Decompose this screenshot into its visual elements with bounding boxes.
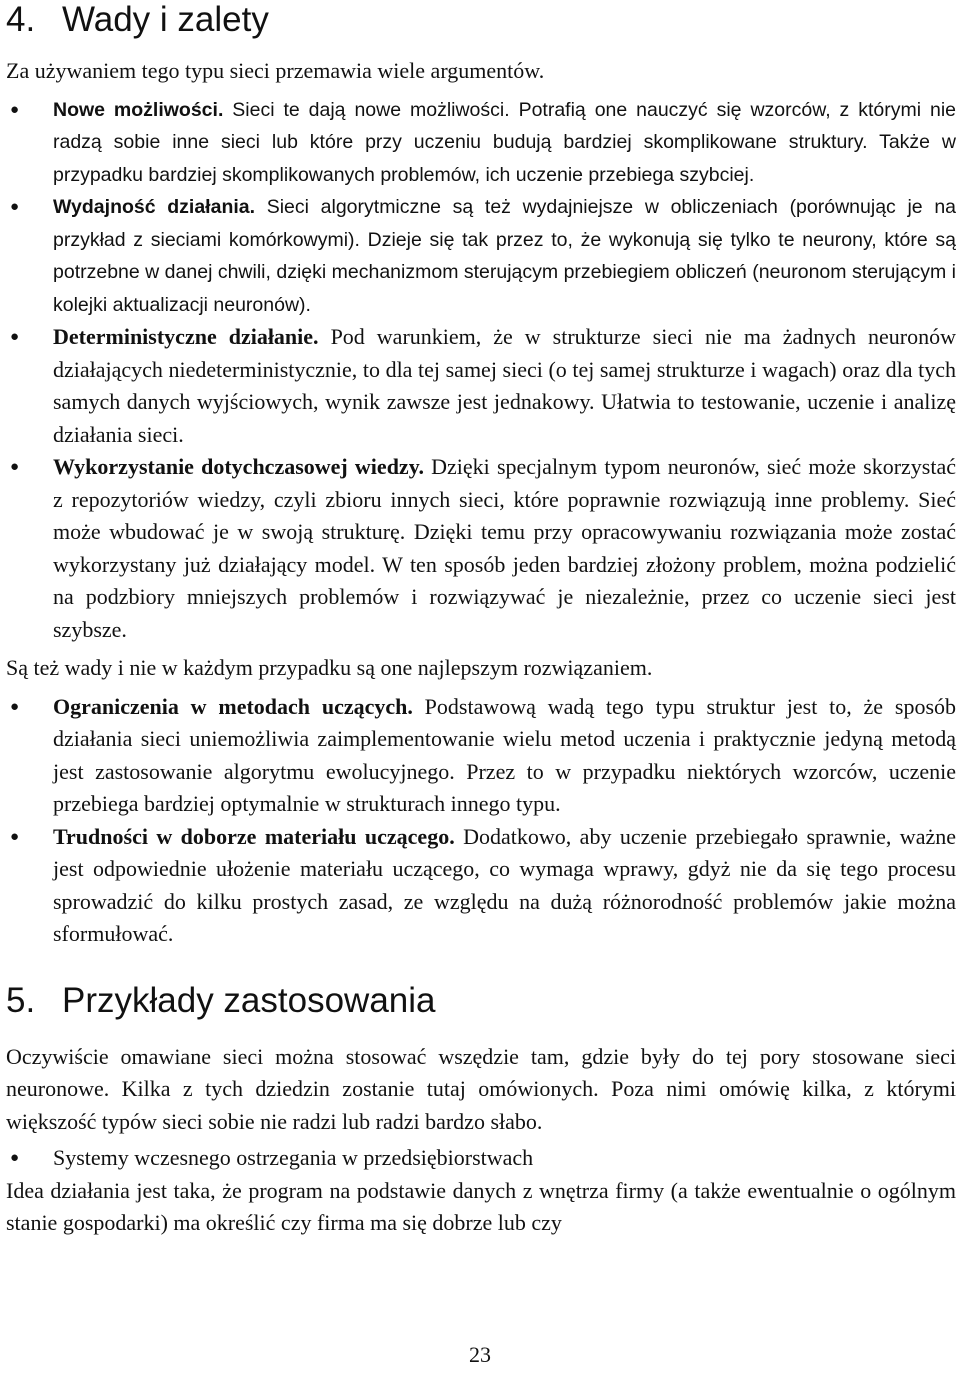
section-title: Przykłady zastosowania [62, 980, 436, 1020]
bullet-icon: ● [10, 1150, 20, 1166]
list-item [6, 691, 956, 821]
section-title: Wady i zalety [62, 0, 269, 39]
section-5-intro: Oczywiście omawiane sieci można stosować wszędzie tam, gdzie były do tej pory stosowane sieci neuronowe. Kilka z tych dziedzin zostanie tutaj omówionych. Poza nimi omówię kilka, z którymi większość typów sieci sobie nie radzi lub radzi bardzo słabo. [6, 1043, 956, 1134]
bullet-icon: ● [10, 198, 20, 215]
bullet-icon: ● [10, 698, 20, 715]
item-text: Systemy wczesnego ostrzegania w przedsiębiorstwach [53, 1145, 534, 1170]
list-item [6, 94, 956, 192]
item-label: Trudności w doborze materiału uczącego. [53, 823, 455, 849]
disadvantages-list [6, 691, 956, 951]
section-number: 4. [6, 0, 36, 39]
item-text: Dodatkowo, aby uczenie przebiegało sprawnie, ważne jest odpowiednie ułożenie materiału uczącego, co wymaga wprawy, gdyż nie da się tego procesu sprowadzić do kilku prostych zasad, ze względu na dużą różnorodność problemów jakie można sformułować. [53, 823, 956, 946]
advantages-list [6, 94, 956, 647]
section-4-intro: Za używaniem tego typu sieci przemawia wiele argumentów. [6, 58, 545, 83]
item-label: Wykorzystanie dotychczasowej wiedzy. [53, 454, 424, 479]
document-page [6, 0, 956, 1240]
list-item [6, 821, 956, 951]
bullet-icon: ● [10, 329, 20, 345]
bullet-icon: ● [10, 100, 20, 118]
item-text: Sieci te dają nowe możliwości. Potrafią one nauczyć się wzorców, z którymi nie radzą sobie inne sieci lub które przy uczeniu budują bardziej skomplikowane struktury. Także w przypadku bardziej skomplikowanych problemów, ich uczenie przebiega szybciej. [53, 98, 956, 186]
item-label: Wydajność działania. [53, 196, 256, 218]
applications-list [6, 1142, 956, 1175]
item-text: Pod warunkiem, że w strukturze sieci nie ma żadnych neuronów działających niedeterministycznie, to dla tej samej sieci (o tej samej strukturze i wagach) oraz dla tych samych danych wyjściowych, wynik zawsze jest jednakowy. Ułatwia to testowanie, uczenie i analizę działania sieci. [53, 324, 956, 447]
list-item [6, 321, 956, 451]
section-number: 5. [6, 980, 36, 1020]
page-number: 23 [469, 1342, 491, 1367]
list-item [6, 451, 956, 646]
bullet-icon: ● [10, 828, 20, 845]
list-item [6, 191, 956, 321]
section-5-heading [6, 981, 956, 1021]
item-label: Deterministyczne działanie. [53, 324, 319, 349]
item-text: Sieci algorytmiczne są też wydajniejsze w obliczeniach (porównując je na przykład z sieciami komórkowymi). Dzieje się tak przez to, że wykonują się tylko te neurony, które są potrzebne w danej chwili, dzięki mechanizmom sterującym przebiegiem obliczeń (neuronom sterującym i kolejki aktualizacji neuronów). [53, 196, 957, 316]
section-4-heading [6, 0, 956, 40]
item-label: Nowe możliwości. [53, 98, 224, 121]
list-item [6, 1142, 956, 1175]
disadvantages-intro: Są też wady i nie w każdym przypadku są one najlepszym rozwiązaniem. [6, 655, 653, 680]
section-5-paragraph: Idea działania jest taka, że program na podstawie danych z wnętrza firmy (a także ewentualnie o ogólnym stanie gospodarki) ma określić czy firma ma się dobrze lub czy [6, 1177, 956, 1235]
item-label: Ograniczenia w metodach uczących. [53, 693, 413, 719]
bullet-icon: ● [10, 459, 20, 475]
item-text: Podstawową wadą tego typu struktur jest to, że sposób działania sieci uniemożliwia zaimplementowanie wielu metod uczenia i praktycznie jedyną metodą jest zastosowanie algorytmu ewolucyjnego. Przez to w przypadku niektórych wzorców, uczenie przebiega bardziej optymalnie w strukturach innego typu. [53, 693, 956, 816]
item-text: Dzięki specjalnym typom neuronów, sieć może skorzystać z repozytoriów wiedzy, czyli zbioru innych sieci, które poprawnie rozwiązują inne problemy. Sieć może wbudować je w swoją strukturę. Dzięki temu przy opracowywaniu rozwiązania może zostać wykorzystany już działający model. W ten sposób jeden bardziej złożony problem, można podzielić na podzbiory mniejszych problemów i rozwiązywać je niezależnie, przez co uczenie sieci jest szybsze. [53, 454, 956, 642]
